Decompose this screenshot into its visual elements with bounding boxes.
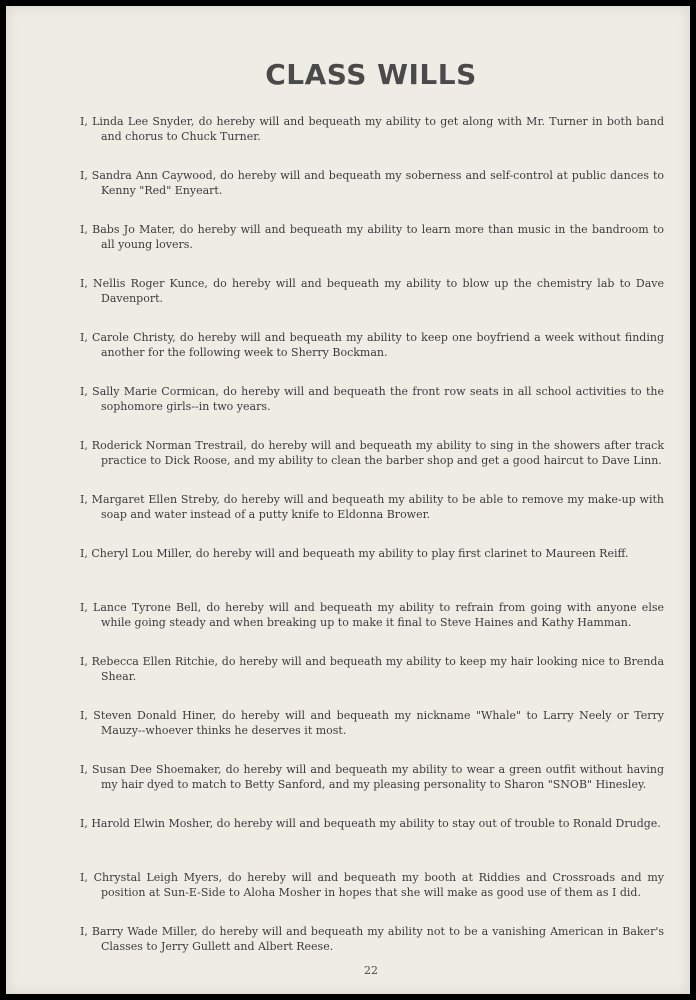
page-title: CLASS WILLS bbox=[265, 58, 477, 91]
will-entry: I, Babs Jo Mater, do hereby will and bequeath my ability to learn more than music in the bandroom to all young lovers. bbox=[80, 223, 664, 251]
will-entry: I, Steven Donald Hiner, do hereby will and bequeath my nickname "Whale" to Larry Neely or Terry Mauzy--whoever thinks he deserves it most. bbox=[80, 709, 664, 737]
will-entry: I, Sandra Ann Caywood, do hereby will and bequeath my soberness and self-control at public dances to Kenny "Red" Enyeart. bbox=[80, 169, 664, 197]
will-entry: I, Roderick Norman Trestrail, do hereby will and bequeath my ability to sing in the showers after track practice to Dick Roose, and my ability to clean the barber shop and get a good haircut to Dave Linn. bbox=[80, 439, 664, 467]
wills-list bbox=[80, 114, 664, 978]
will-entry: I, Harold Elwin Mosher, do hereby will and bequeath my ability to stay out of trouble to Ronald Drudge. bbox=[80, 817, 661, 830]
will-entry: I, Carole Christy, do hereby will and bequeath my ability to keep one boyfriend a week without finding another for the following week to Sherry Bockman. bbox=[80, 331, 664, 359]
will-entry: I, Linda Lee Snyder, do hereby will and bequeath my ability to get along with Mr. Turner in both band and chorus to Chuck Turner. bbox=[80, 115, 664, 143]
will-entry: I, Lance Tyrone Bell, do hereby will and bequeath my ability to refrain from going with anyone else while going steady and when breaking up to make it final to Steve Haines and Kathy Hamman. bbox=[80, 601, 664, 629]
will-entry: I, Cheryl Lou Miller, do hereby will and bequeath my ability to play first clarinet to Maureen Reiff. bbox=[80, 547, 629, 560]
will-entry: I, Margaret Ellen Streby, do hereby will and bequeath my ability to be able to remove my make-up with soap and water instead of a putty knife to Eldonna Brower. bbox=[80, 493, 664, 521]
will-entry: I, Susan Dee Shoemaker, do hereby will and bequeath my ability to wear a green outfit without having my hair dyed to match to Betty Sanford, and my pleasing personality to Sharon "SNOB" Hinesley. bbox=[80, 763, 664, 791]
will-entry: I, Rebecca Ellen Ritchie, do hereby will and bequeath my ability to keep my hair looking nice to Brenda Shear. bbox=[80, 655, 664, 683]
will-entry: I, Chrystal Leigh Myers, do hereby will and bequeath my booth at Riddies and Crossroads and my position at Sun-E-Side to Aloha Mosher in hopes that she will make as good use of them as I did. bbox=[80, 871, 664, 899]
document-page bbox=[6, 6, 690, 994]
will-entry: I, Nellis Roger Kunce, do hereby will and bequeath my ability to blow up the chemistry lab to Dave Davenport. bbox=[80, 277, 664, 305]
page-number: 22 bbox=[364, 964, 378, 977]
will-entry: I, Barry Wade Miller, do hereby will and bequeath my ability not to be a vanishing American in Baker's Classes to Jerry Gullett and Albert Reese. bbox=[80, 925, 664, 953]
will-entry: I, Sally Marie Cormican, do hereby will and bequeath the front row seats in all school activities to the sophomore girls--in two years. bbox=[80, 385, 664, 413]
